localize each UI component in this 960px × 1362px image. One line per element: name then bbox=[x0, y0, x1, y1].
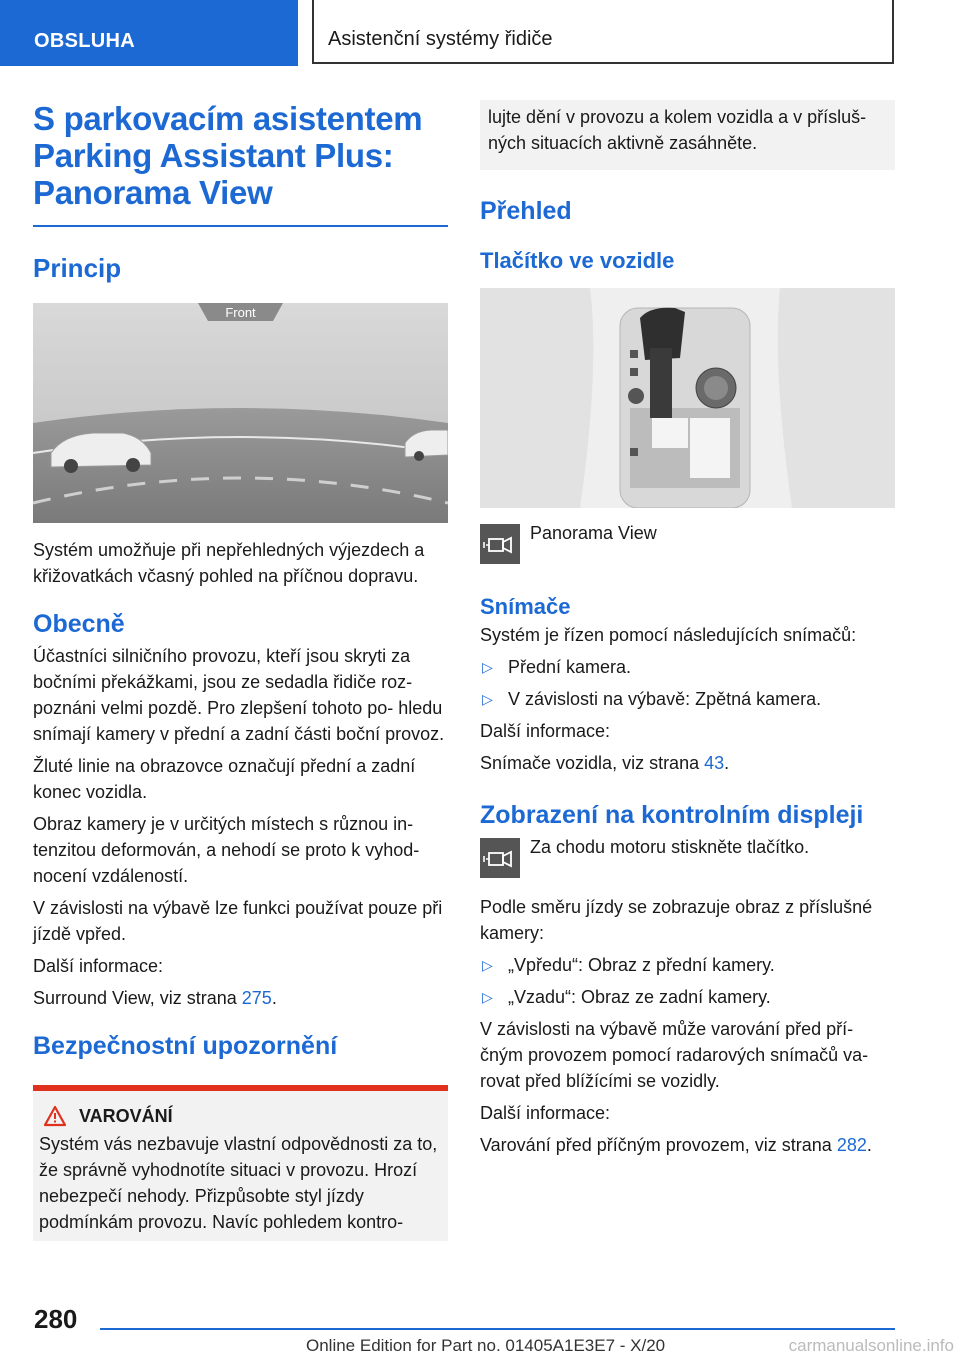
panorama-view-label: Panorama View bbox=[530, 523, 657, 543]
safety-heading: Bezpečnostní upozornění bbox=[33, 1032, 338, 1060]
general-paragraph-3: Obraz kamery je v určitých místech s různou in- tenzitou deformován, a nehodí se proto k vyhod- nocení vzdáleností. bbox=[33, 814, 420, 886]
button-in-vehicle-heading: Tlačítko ve vozidle bbox=[480, 248, 675, 273]
sensors-item-2: ▷ V závislosti na výbavě: Zpětná kamera. bbox=[480, 686, 895, 712]
bullet-triangle-icon: ▷ bbox=[482, 691, 493, 707]
sensors-reference: Snímače vozidla, viz strana 43. bbox=[480, 753, 730, 773]
surround-view-reference: Surround View, viz strana 275. bbox=[33, 988, 277, 1008]
panorama-view-button-row bbox=[480, 524, 895, 564]
overview-heading: Přehled bbox=[480, 197, 572, 225]
right-column bbox=[480, 100, 895, 1158]
general-paragraph-4: V závislosti na výbavě lze funkci používat pouze při jízdě vpřed. bbox=[33, 898, 443, 944]
warning-box bbox=[33, 1085, 448, 1241]
bullet-triangle-icon: ▷ bbox=[482, 659, 493, 675]
page-number: 280 bbox=[34, 1304, 78, 1334]
center-console-illustration bbox=[480, 288, 895, 508]
camera-view-image bbox=[33, 303, 448, 523]
warning-continuation-box bbox=[480, 100, 895, 170]
sensors-heading: Snímače bbox=[480, 594, 571, 619]
warning-triangle-icon bbox=[43, 1105, 67, 1127]
cross-traffic-page-link[interactable]: 282 bbox=[836, 1135, 867, 1155]
header-chapter-box bbox=[312, 0, 894, 64]
display-button-text: Za chodu motoru stiskněte tlačítko. bbox=[530, 837, 810, 857]
bullet-triangle-icon: ▷ bbox=[482, 957, 493, 973]
warning-text: Systém vás nezbavuje vlastní odpovědnosti za to, že správně vyhodnotíte situaci v provozu. Hrozí nebezpečí nehody. Přizpůsobte styl jízdy podmínkám provozu. Navíc pohledem kontro- bbox=[39, 1134, 438, 1232]
sensors-intro: Systém je řízen pomocí následujících snímačů: bbox=[480, 625, 857, 645]
header-chapter-label: Asistenční systémy řidiče bbox=[328, 28, 553, 50]
display-more-info: Další informace: bbox=[480, 1103, 611, 1123]
footer-rule bbox=[100, 1328, 895, 1330]
sensors-item-1: ▷ Přední kamera. bbox=[480, 654, 895, 680]
bullet-triangle-icon: ▷ bbox=[482, 989, 493, 1005]
header-section-tab bbox=[0, 0, 298, 66]
header-section-label: OBSLUHA bbox=[34, 30, 135, 52]
title-rule bbox=[33, 225, 448, 227]
surround-view-page-link[interactable]: 275 bbox=[241, 988, 272, 1008]
panorama-view-button-icon[interactable] bbox=[480, 524, 520, 564]
display-paragraph-2: V závislosti na výbavě může varování před pří- čným provozem pomocí radarových snímačů va- rovat před blížícími se vozidly. bbox=[480, 1019, 869, 1091]
display-text: Podle směru jízdy se zobrazuje obraz z příslušné kamery: bbox=[480, 897, 873, 943]
cross-traffic-reference: Varování před příčným provozem, viz strana 282. bbox=[480, 1135, 872, 1155]
page-title: S parkovacím asistentem Parking Assistant Plus: Panorama View bbox=[33, 100, 423, 211]
principle-heading: Princip bbox=[33, 253, 122, 283]
more-info-label: Další informace: bbox=[33, 956, 164, 976]
sensors-more-info: Další informace: bbox=[480, 721, 611, 741]
sensors-page-link[interactable]: 43 bbox=[704, 753, 725, 773]
warning-header bbox=[39, 1105, 442, 1127]
left-column bbox=[33, 100, 448, 1241]
warning-label: VAROVÁNÍ bbox=[79, 1105, 173, 1126]
footer-watermark: carmanualsonline.info bbox=[788, 1336, 954, 1355]
warning-continuation-text: lujte dění v provozu a kolem vozidla a v přísluš- ných situacích aktivně zasáhněte. bbox=[488, 107, 867, 153]
display-heading: Zobrazení na kontrolním displeji bbox=[480, 801, 864, 829]
general-heading: Obecně bbox=[33, 610, 125, 638]
general-paragraph-1: Účastníci silničního provozu, kteří jsou skryti za bočními překážkami, jsou ze sedadla řidiče roz- poznáni velmi pozdě. Pro zlepšení tohoto po- hledu snímají kamery v přední a zadní části boční provoz. bbox=[33, 646, 445, 744]
principle-text: Systém umožňuje při nepřehledných výjezdech a křižovatkách včasný pohled na příčnou dopravu. bbox=[33, 540, 425, 586]
display-item-2: ▷ „Vzadu“: Obraz ze zadní kamery. bbox=[480, 984, 895, 1010]
display-item-1: ▷ „Vpředu“: Obraz z přední kamery. bbox=[480, 952, 895, 978]
panorama-view-button-icon[interactable] bbox=[480, 838, 520, 878]
display-button-row bbox=[480, 838, 895, 878]
front-label: Front bbox=[225, 305, 256, 320]
footer-edition: Online Edition for Part no. 01405A1E3E7 - X/20 bbox=[306, 1336, 666, 1355]
general-paragraph-2: Žluté linie na obrazovce označují přední a zadní konec vozidla. bbox=[33, 756, 416, 802]
center-console-image bbox=[480, 288, 895, 508]
camera-view-illustration bbox=[33, 303, 448, 523]
